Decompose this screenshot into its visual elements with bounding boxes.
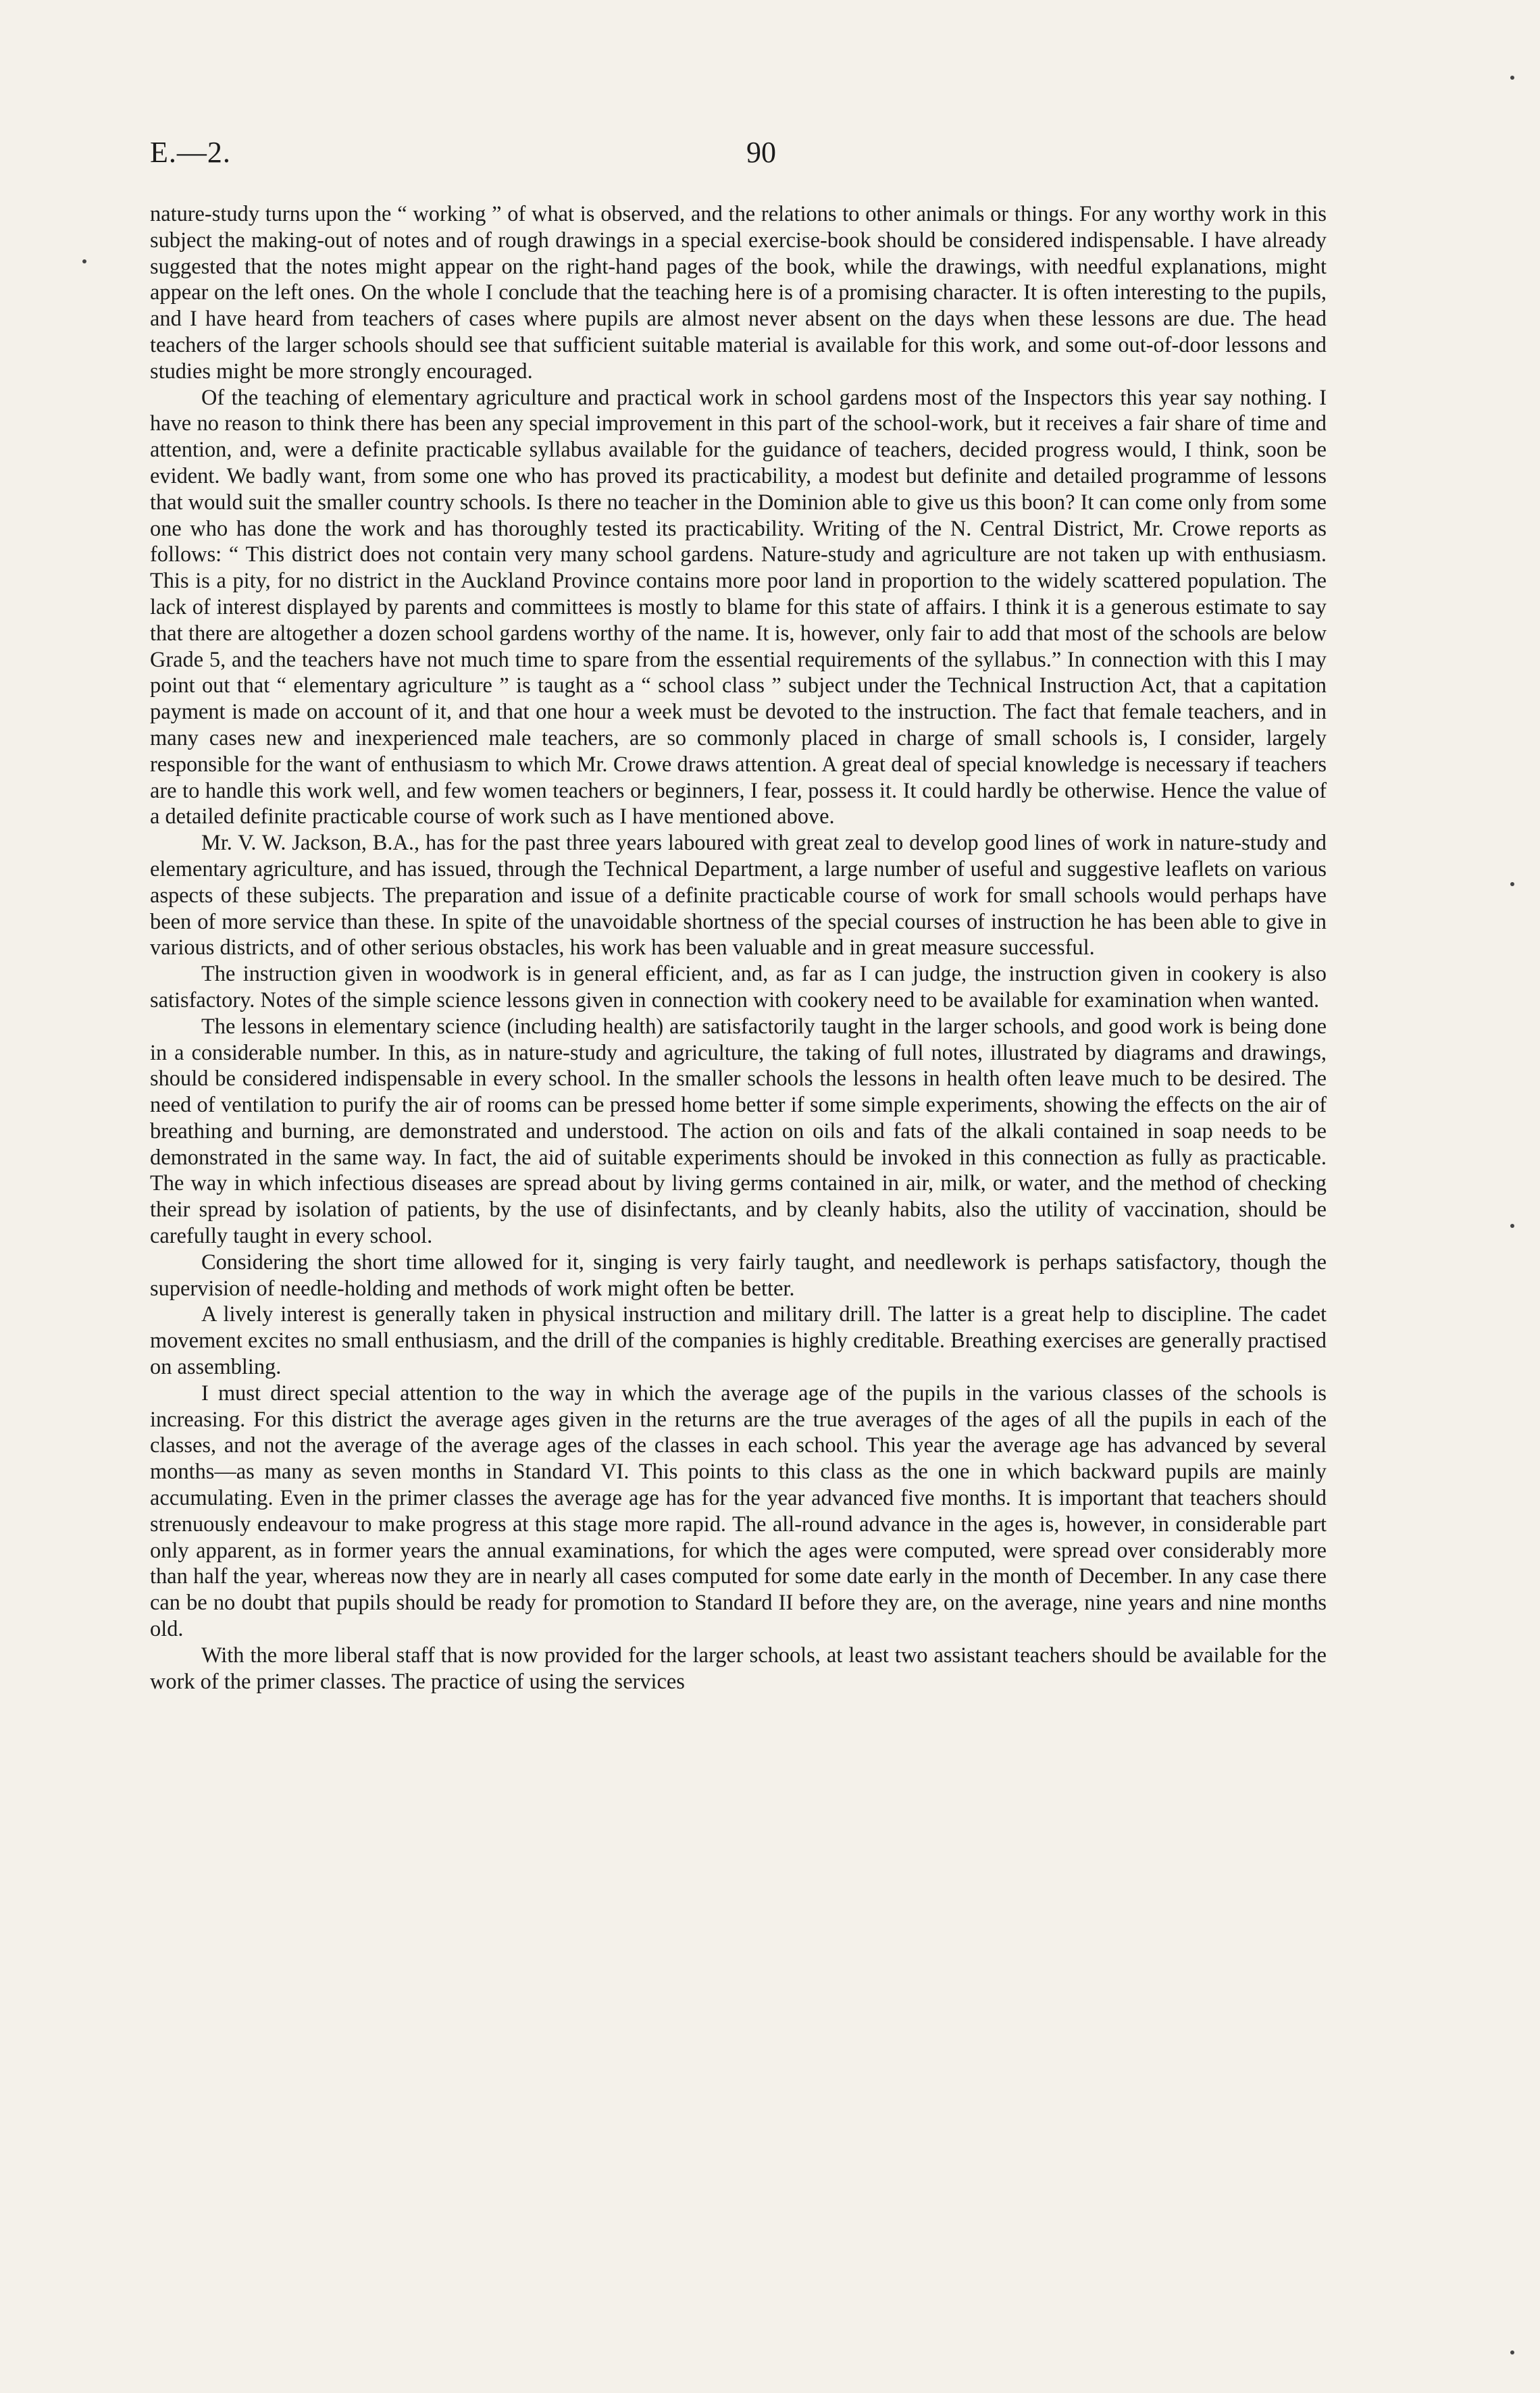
- paragraph-jackson: Mr. V. W. Jackson, B.A., has for the past three years laboured with great zeal to develop good lines of work in nature-study and elementary agriculture, and has issued, through the Technical Department, a large number of useful and suggestive leaflets on various aspects of these subjects. The preparation and issue of a definite practicable course of work for small schools would perhaps have been of more service than these. In spite of the unavoidable shortness of the special courses of instruction he has been able to give in various districts, and of other serious obstacles, his work has been valuable and in great measure successful.: [150, 831, 1327, 960]
- document-code: E.—2.: [150, 136, 231, 169]
- paragraph-drill: A lively interest is generally taken in physical instruction and military drill. The latter is a great help to discipline. The cadet movement excites no small enthusiasm, and the drill of the companies is highly creditable. Breathing exercises are generally practised on assembling.: [150, 1302, 1327, 1380]
- paragraph-singing: Considering the short time allowed for it, singing is very fairly taught, and needlework is perhaps satisfactory, though the supervision of needle-holding and methods of work might often be better.: [150, 1250, 1327, 1301]
- margin-speck: [1510, 1224, 1514, 1228]
- margin-speck: [1510, 2350, 1514, 2355]
- paragraph-woodwork: The instruction given in woodwork is in general efficient, and, as far as I can judge, the instruction given in cookery is also satisfactory. Notes of the simple science lessons given in connection with cookery need to be available for examination when wanted.: [150, 962, 1327, 1012]
- report-body: [150, 201, 1327, 1695]
- paragraph-nature-study: nature-study turns upon the “ working ” of what is observed, and the relations to other animals or things. For any worthy work in this subject the making-out of notes and of rough drawings in a special exercise-book should be considered indispensable. I have already suggested that the notes might appear on the right-hand pages of the book, while the drawings, with needful explanations, might appear on the left ones. On the whole I conclude that the teaching here is of a promising character. It is often interesting to the pupils, and I have heard from teachers of cases where pupils are almost never absent on the days when these lessons are due. The head teachers of the larger schools should see that sufficient suitable material is available for this work, and some out-of-door lessons and studies might be more strongly encouraged.: [150, 202, 1327, 384]
- page-header: [150, 135, 1325, 182]
- paragraph-agriculture: Of the teaching of elementary agriculture and practical work in school gardens most of the Inspectors this year say nothing. I have no reason to think there has been any special improvement in this part of the school-work, but it receives a fair share of time and attention, and, were a definite practicable syllabus available for the guidance of teachers, decided progress would, I think, soon be evident. We badly want, from some one who has proved its practicability, a modest but definite and detailed programme of lessons that would suit the smaller country schools. Is there no teacher in the Dominion able to give us this boon? It can come only from some one who has done the work and has thoroughly tested its practicability. Writing of the N. Central District, Mr. Crowe reports as follows: “ This district does not contain very many school gardens. Nature-study and agriculture are not taken up with enthusiasm. This is a pity, for no district in the Auckland Province contains more poor land in proportion to the widely scattered population. The lack of interest displayed by parents and committees is mostly to blame for this state of affairs. I think it is a generous estimate to say that there are altogether a dozen school gardens worthy of the name. It is, however, only fair to add that most of the schools are below Grade 5, and the teachers have not much time to spare from the essential requirements of the syllabus.” In connection with this I may point out that “ elementary agriculture ” is taught as a “ school class ” subject under the Technical Instruction Act, that a capitation payment is made on account of it, and that one hour a week must be devoted to the instruction. The fact that female teachers, and in many cases new and inexperienced male teachers, are so commonly placed in charge of small schools is, I consider, largely responsible for the want of enthusiasm to which Mr. Crowe draws attention. A great deal of special knowledge is necessary if teachers are to handle this work well, and few women teachers or beginners, I fear, possess it. It could hardly be otherwise. Hence the value of a detailed definite practicable course of work such as I have mentioned above.: [150, 385, 1327, 829]
- margin-speck: [1510, 76, 1514, 80]
- margin-speck: [1510, 882, 1514, 886]
- paragraph-average-age: I must direct special attention to the way in which the average age of the pupils in the various classes of the schools is increasing. For this district the average ages given in the returns are the true averages of the ages of all the pupils in each of the classes, and not the average of the average ages of the classes in each school. This year the average age has advanced by several months—as many as seven months in Standard VI. This points to this class as the one in which backward pupils are mainly accumulating. Even in the primer classes the average age has for the year advanced five months. It is important that teachers should strenuously endeavour to make progress at this stage more rapid. The all-round advance in the ages is, however, in considerable part only apparent, as in former years the annual examinations, for which the ages were computed, were spread over considerably more than half the year, whereas now they are in nearly all cases computed for some date early in the month of December. In any case there can be no doubt that pupils should be ready for promotion to Standard II before they are, on the average, nine years and nine months old.: [150, 1381, 1327, 1642]
- paragraph-staff: With the more liberal staff that is now provided for the larger schools, at least two assistant teachers should be available for the work of the primer classes. The practice of using the services: [150, 1643, 1327, 1694]
- paragraph-science: The lessons in elementary science (including health) are satisfactorily taught in the larger schools, and good work is being done in a considerable number. In this, as in nature-study and agriculture, the taking of full notes, illustrated by diagrams and drawings, should be considered indispensable in every school. In the smaller schools the lessons in health often leave much to be desired. The need of ventilation to purify the air of rooms can be pressed home better if some simple experiments, showing the effects on the air of breathing and burning, are demonstrated and understood. The action on oils and fats of the alkali contained in soap needs to be demonstrated in the same way. In fact, the aid of suitable experiments should be invoked in this connection as fully as practicable. The way in which infectious diseases are spread about by living germs contained in air, milk, or water, and the method of checking their spread by isolation of patients, by the use of disinfectants, and by cleanly habits, also the utility of vaccination, should be carefully taught in every school.: [150, 1014, 1327, 1249]
- margin-speck: [82, 259, 86, 263]
- page-number: 90: [746, 136, 776, 169]
